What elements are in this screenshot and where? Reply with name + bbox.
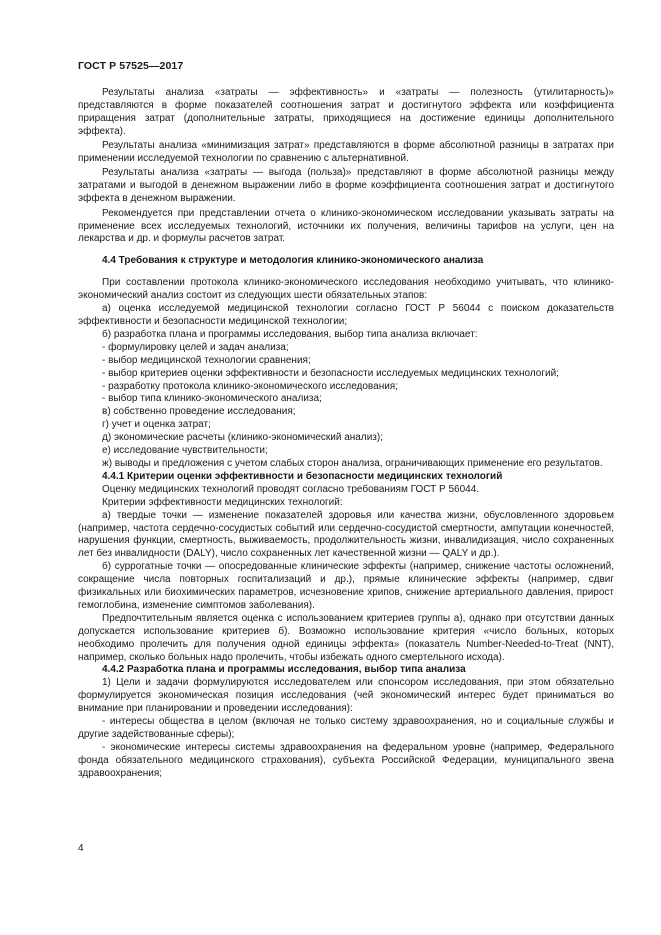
document-header: ГОСТ Р 57525—2017: [78, 60, 184, 72]
list-item: в) собственно проведение исследования;: [102, 406, 296, 418]
list-item: г) учет и оценка затрат;: [102, 419, 211, 431]
list-item: - выбор медицинской технологии сравнения;: [102, 354, 311, 366]
paragraph: Критерии эффективности медицинских технологий:: [102, 496, 343, 508]
list-item: ж) выводы и предложения с учетом слабых сторон анализа, ограничивающих применение его результатов.: [102, 457, 603, 469]
paragraph: 1) Цели и задачи формулируются исследователем или спонсором исследования, при этом обязательно формулируется экономическая позиция исследования (чей экономический интерес будет приниматься во внимание при планировании и проведении исследования):: [78, 677, 614, 715]
subsection-heading-4-4-2: 4.4.2 Разработка плана и программы исследования, выбор типа анализа: [102, 664, 466, 676]
list-item: - экономические интересы системы здравоохранения на федеральном уровне (например, Федерального фонда обязательного медицинского страхования), субъекта Российской Федерации, муниципального звена здравоохранения;: [78, 741, 614, 779]
paragraph: Результаты анализа «минимизация затрат» представляются в форме абсолютной разницы в затратах при применении исследуемой технологии по сравнению с альтернативной.: [78, 140, 614, 165]
list-item: - интересы общества в целом (включая не только систему здравоохранения, но и социальные службы и другие задействованные сферы);: [78, 716, 614, 740]
list-item: - выбор типа клинико-экономического анализа;: [102, 393, 322, 405]
paragraph: Результаты анализа «затраты — выгода (польза)» представляют в форме абсолютной разницы между затратами и выгодой в денежном выражении либо в форме коэффициента соотношения затрат и достигнутого эффекта в денежном выражении.: [78, 167, 614, 205]
list-item: е) исследование чувствительности;: [102, 445, 268, 457]
section-heading-4-4: 4.4 Требования к структуре и методология клинико-экономического анализа: [102, 255, 484, 267]
paragraph: Рекомендуется при представлении отчета о клинико-экономическом исследовании указывать затраты на применение всех исследуемых технологий, источники их получения, величины тарифов на услуги, цен на лекарства и др. и формулы расчетов затрат.: [78, 207, 614, 245]
page-number: 4: [78, 843, 84, 854]
paragraph: При составлении протокола клинико-экономического исследования необходимо учитывать, что клинико-экономический анализ состоит из следующих шести обязательных этапов:: [78, 277, 614, 302]
list-item: д) экономические расчеты (клинико-экономический анализ);: [102, 432, 383, 444]
paragraph: Результаты анализа «затраты — эффективность» и «затраты — полезность (утилитарность)» представляются в форме показателей соотношения затрат и достигнутого эффекта или коэффициента приращения затрат (дополнительные затраты, приходящиеся на достижение единицы дополнительного эффекта).: [78, 87, 614, 137]
paragraph: Оценку медицинских технологий проводят согласно требованиям ГОСТ Р 56044.: [102, 483, 480, 495]
list-item: - выбор критериев оценки эффективности и безопасности исследуемых медицинских технологий;: [102, 367, 559, 379]
list-item: - разработку протокола клинико-экономического исследования;: [102, 380, 398, 392]
document-body: [78, 87, 614, 781]
subsection-heading-4-4-1: 4.4.1 Критерии оценки эффективности и безопасности медицинских технологий: [102, 470, 503, 482]
list-item: б) разработка плана и программы исследования, выбор типа анализа включает:: [102, 328, 478, 340]
paragraph: Предпочтительным является оценка с использованием критериев группы а), однако при отсутствии данных допускается использование критериев б). Возможно использование критерия «число больных, которых необходимо пролечить для получения одной единицы эффекта» (показатель Number-Needed-to-Treat (NNT), например, сколько больных надо пролечить, чтобы избежать одного смертельного исхода).: [78, 612, 614, 663]
paragraph: а) твердые точки — изменение показателей здоровья или качества жизни, обусловленного здоровьем (например, частота сердечно-сосудистых событий или сердечно-сосудистой смертности, ампутации конечностей, нарушения функции, смертность, выживаемость, продолжительность жизни, инвалидизация, число сохраненных лет без инвалидности (DALY), число сохраненных лет качественной жизни — QALY и др.).: [78, 509, 614, 560]
list-item: - формулировку целей и задач анализа;: [102, 341, 289, 353]
list-item: а) оценка исследуемой медицинской технологии согласно ГОСТ Р 56044 с поиском доказательств эффективности и безопасности медицинской технологии;: [78, 303, 614, 327]
paragraph: б) суррогатные точки — опосредованные клинические эффекты (например, снижение частоты осложнений, сокращение числа повторных госпитализаций и др.), прямые клинические эффекты (например, сдвиг физикальных или биохимических параметров, исчезновение хрипов, снижение артериального давления, прирост гемоглобина, изменение симптомов заболевания).: [78, 561, 614, 611]
